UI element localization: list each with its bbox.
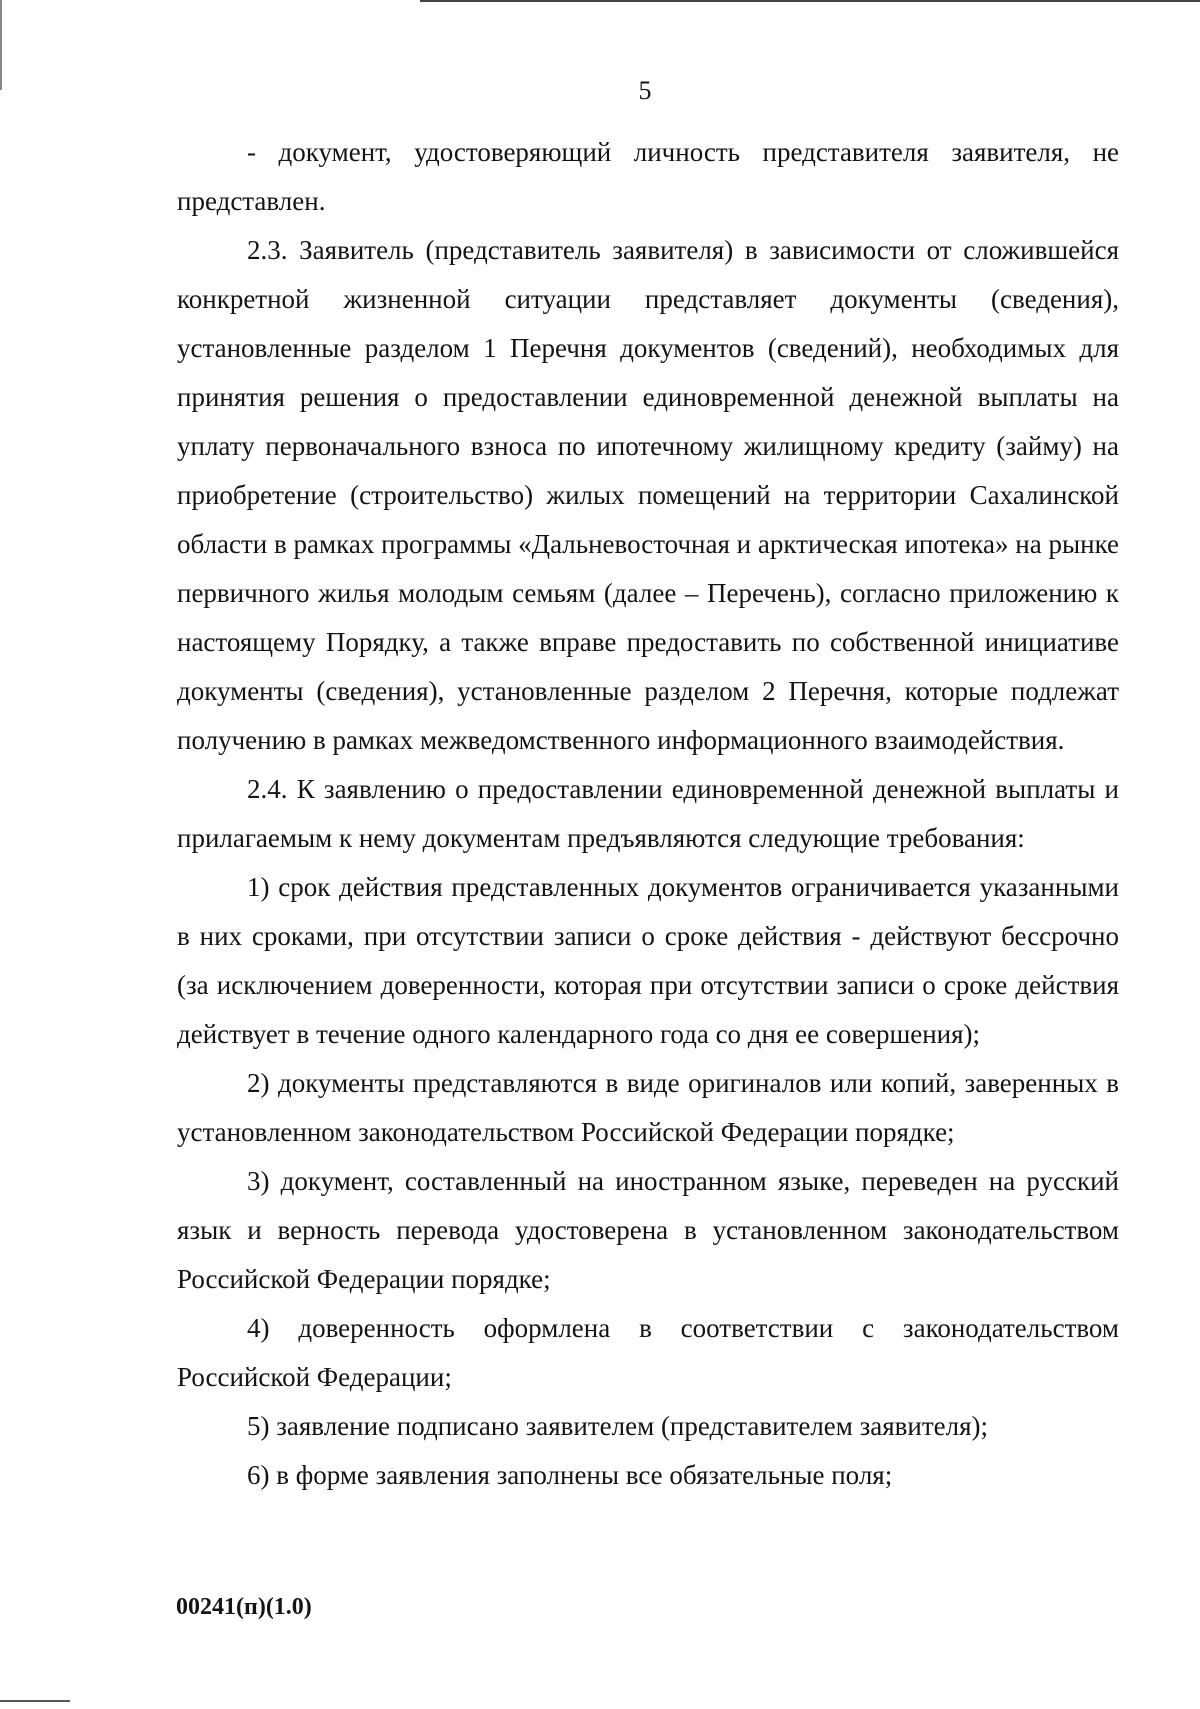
list-item-2: 2) документы представляются в виде оригиналов или копий, заверенных в установленном законодательством Российской Федерации порядке; [177,1068,1119,1147]
paragraph-representative-id: - документ, удостоверяющий личность представителя заявителя, не представлен. [177,137,1119,216]
list-item-1: 1) срок действия представленных документов ограничивается указанными в них сроками, при отсутствии записи о сроке действия - действуют бессрочно (за исключением доверенности, которая при отсутствии записи о сроке действия действует в течение одного календарного года со дня ее совершения); [177,872,1119,1049]
page-number: 5 [638,76,652,105]
document-body [177,128,1119,1500]
list-item-6: 6) в форме заявления заполнены все обязательные поля; [247,1460,893,1490]
paragraph-2-4: 2.4. К заявлению о предоставлении единовременной денежной выплаты и прилагаемым к нему документам предъявляются следующие требования: [177,774,1119,853]
document-code: 00241(п)(1.0) [176,1594,312,1620]
list-item-4: 4) доверенность оформлена в соответствии с законодательством Российской Федерации; [177,1313,1119,1392]
scan-edge-line-top [420,0,1200,2]
paragraph-2-3: 2.3. Заявитель (представитель заявителя) в зависимости от сложившейся конкретной жизненной ситуации представляет документы (сведения), установленные разделом 1 Перечня документов (сведений), необходимых для принятия решения о предоставлении единовременной денежной выплаты на уплату первоначального взноса по ипотечному жилищному кредиту (займу) на приобретение (строительство) жилых помещений на территории Сахалинской области в рамках программы «Дальневосточная и арктическая ипотека» на рынке первичного жилья молодым семьям (далее – Перечень), согласно приложению к настоящему Порядку, а также вправе предоставить по собственной инициативе документы (сведения), установленные разделом 2 Перечня, которые подлежат получению в рамках межведомственного информационного взаимодействия. [177,235,1119,755]
list-item-3: 3) документ, составленный на иностранном языке, переведен на русский язык и верность перевода удостоверена в установленном законодательством Российской Федерации порядке; [177,1166,1119,1294]
list-item-5: 5) заявление подписано заявителем (представителем заявителя); [247,1411,989,1441]
scan-edge-line-bottom [0,1700,70,1702]
